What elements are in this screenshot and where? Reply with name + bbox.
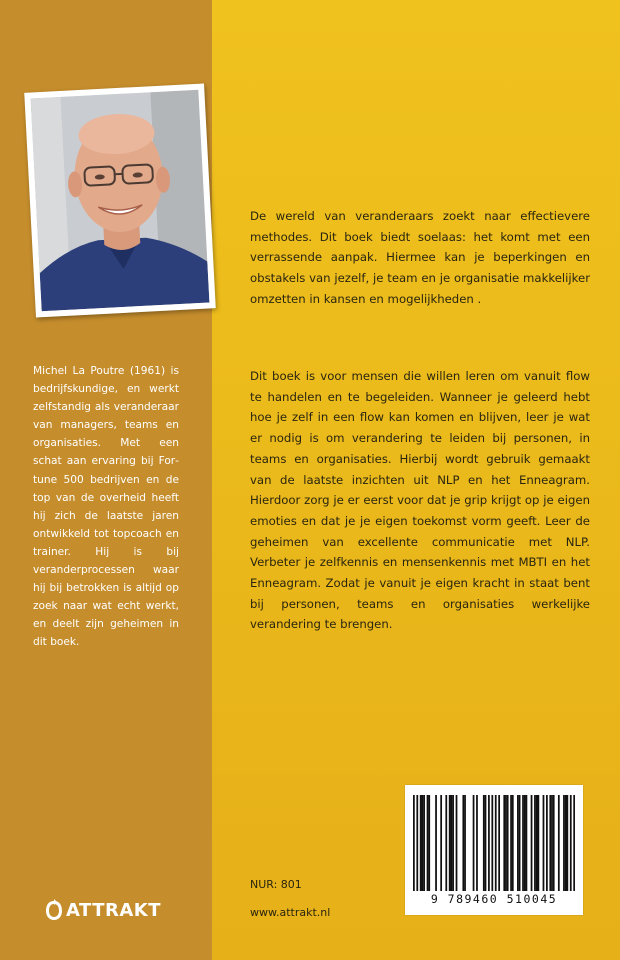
barcode-bar bbox=[451, 795, 453, 891]
isbn-barcode bbox=[405, 785, 583, 915]
barcode-bar bbox=[452, 795, 454, 891]
barcode-bar bbox=[456, 795, 458, 891]
description-paragraph-1: De wereld van veranderaars zoekt naar effectievere methodes. Dit boek biedt soelaas: het komt met een verrassende aanpak. Hiermee kan je beperkingen en obstakels van jezelf, je team en je organisatie makkelijker omzetten in kansen en mogelijkheden . bbox=[250, 209, 590, 306]
publisher-logo bbox=[44, 897, 161, 923]
barcode-bar bbox=[522, 795, 524, 891]
barcode-bar bbox=[546, 795, 548, 891]
barcode-bar bbox=[427, 795, 429, 891]
barcode-bar bbox=[519, 795, 521, 891]
barcode-bar bbox=[473, 795, 475, 891]
description-paragraph-2: Dit boek is voor mensen die willen leren om vanuit flow te handelen en te begeleiden. Wanneer je geleerd hebt hoe je zelf in een flow kan komen en blijven, leer je wat er nodig is om verandering te leiden bij personen, in teams en organisaties. Hierbij wordt gebruik gemaakt van de laatste inzichten uit NLP en het Enneagram. Hierdoor zorg je er eerst voor dat je grip krijgt op je eigen emoties en dat je je eigen toekomst vorm geeft. Leer de geheimen van excellente communicatie met NLP. Verbeter je zelfkennis en mensenkennis met MBTI en het Enneagram. Zodat je vanuit je eigen kracht in staat bent bij personen, teams en organisaties werkelijke verandering te brengen. bbox=[250, 369, 590, 632]
barcode-bar bbox=[413, 795, 415, 891]
barcode-bar bbox=[551, 795, 553, 891]
barcode-bar bbox=[512, 795, 514, 891]
barcode-bar bbox=[537, 795, 539, 891]
barcode-bar bbox=[503, 795, 505, 891]
barcode-bar bbox=[536, 795, 538, 891]
barcode-bar bbox=[420, 795, 422, 891]
barcode-bar bbox=[422, 795, 424, 891]
barcode-bar bbox=[517, 795, 519, 891]
barcode-bar bbox=[449, 795, 451, 891]
author-photo bbox=[31, 90, 210, 312]
barcode-bar bbox=[491, 795, 493, 891]
barcode-bar bbox=[428, 795, 430, 891]
barcode-bars bbox=[413, 795, 575, 891]
barcode-bar bbox=[565, 795, 567, 891]
publisher-website: www.attrakt.nl bbox=[250, 906, 331, 919]
author-bio: Michel La Poutre (1961) is bedrijfskundige, en werkt zelfstandig als veranderaar van managers, teams en organisaties. Met een schat aan ervaring bij Fortune 500 bedrijven en de top van de overheid heeft hij zich de laatste jaren ontwikkeld tot topcoach en trainer. Hij is bij veranderprocessen waar hij bij betrokken is altijd op zoek naar wat echt werkt, en deelt zijn geheimen in dit boek. bbox=[33, 365, 179, 649]
barcode-bar bbox=[416, 795, 418, 891]
author-photo-frame bbox=[24, 83, 216, 317]
barcode-bar bbox=[488, 795, 490, 891]
barcode-bar bbox=[570, 795, 572, 891]
barcode-bar bbox=[558, 795, 560, 891]
barcode-bar bbox=[531, 795, 533, 891]
isbn-number: 9 789460 510045 bbox=[430, 892, 558, 906]
barcode-bar bbox=[534, 795, 536, 891]
barcode-bar bbox=[495, 795, 497, 891]
publisher-name: ATTRAKT bbox=[66, 899, 162, 921]
barcode-bar bbox=[524, 795, 526, 891]
barcode-bar bbox=[435, 795, 437, 891]
barcode-bar bbox=[505, 795, 507, 891]
barcode-bar bbox=[510, 795, 512, 891]
barcode-bar bbox=[464, 795, 466, 891]
nur-code: NUR: 801 bbox=[250, 878, 302, 891]
barcode-bar bbox=[549, 795, 551, 891]
barcode-bar bbox=[476, 795, 478, 891]
barcode-bar bbox=[423, 795, 425, 891]
barcode-bar bbox=[543, 795, 545, 891]
barcode-bar bbox=[507, 795, 509, 891]
barcode-bar bbox=[498, 795, 500, 891]
attrakt-loop-icon bbox=[44, 898, 64, 922]
barcode-bar bbox=[483, 795, 485, 891]
author-portrait-illustration bbox=[31, 90, 210, 312]
barcode-bar bbox=[462, 795, 464, 891]
barcode-bar bbox=[563, 795, 565, 891]
barcode-bar bbox=[445, 795, 447, 891]
barcode-bar bbox=[566, 795, 568, 891]
barcode-bar bbox=[526, 795, 528, 891]
barcode-bar bbox=[485, 795, 487, 891]
barcode-bar bbox=[553, 795, 555, 891]
barcode-bar bbox=[573, 795, 575, 891]
barcode-bar bbox=[440, 795, 442, 891]
